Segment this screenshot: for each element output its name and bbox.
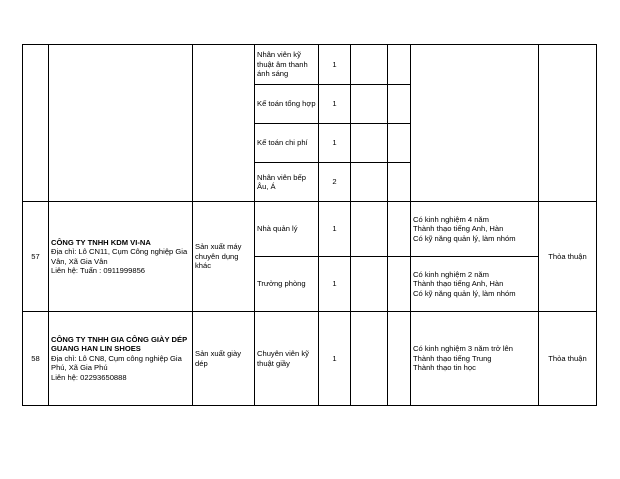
position-cell: Trưởng phòng: [255, 257, 319, 312]
salary-cell: Thỏa thuận: [539, 202, 597, 312]
company-name: CÔNG TY TNHH KDM VI-NA: [51, 237, 151, 247]
position-cell: Nhân viên kỹ thuật âm thanh ánh sáng: [255, 45, 319, 85]
company-contact: Liên hệ: Tuấn : 0911999856: [51, 265, 146, 275]
requirement-line: Có kinh nghiệm 2 năm: [413, 269, 489, 279]
requirements-cell: [411, 202, 539, 257]
requirement-line: Thành thạo tin học: [413, 363, 476, 373]
blank-cell: [351, 124, 388, 163]
requirement-line: Có kinh nghiệm 3 năm trở lên: [413, 344, 513, 354]
company-name: CÔNG TY TNHH GIA CÔNG GIÀY DÉP GUANG HAN LIN SHOES: [51, 334, 188, 354]
industry-cell: [193, 45, 255, 202]
company-address: Địa chỉ: Lô CN11, Cụm Công nghiệp Gia Vân, Xã Gia Vân: [51, 247, 188, 266]
requirement-line: Có kinh nghiệm 4 năm: [413, 214, 489, 224]
no-cell: 57: [23, 202, 49, 312]
company-cell: [49, 312, 193, 406]
blank-cell: [388, 312, 411, 406]
blank-cell: [351, 257, 388, 312]
quantity-cell: 1: [319, 202, 351, 257]
requirements-cell: [411, 257, 539, 312]
position-cell: Chuyên viên kỹ thuật giầy: [255, 312, 319, 406]
position-cell: Kế toán tổng hợp: [255, 85, 319, 124]
quantity-cell: 1: [319, 124, 351, 163]
blank-cell: [388, 202, 411, 257]
table-row: [23, 202, 597, 257]
position-cell: Nhân viên bếp Âu, Á: [255, 163, 319, 202]
industry-cell: Sản xuất máy chuyên dụng khác: [193, 202, 255, 312]
no-cell: [23, 45, 49, 202]
requirement-line: Thành thạo tiếng Trung: [413, 353, 492, 363]
quantity-cell: 1: [319, 45, 351, 85]
company-cell: [49, 202, 193, 312]
blank-cell: [388, 163, 411, 202]
blank-cell: [351, 45, 388, 85]
blank-cell: [351, 85, 388, 124]
quantity-cell: 2: [319, 163, 351, 202]
industry-cell: Sản xuất giày dép: [193, 312, 255, 406]
quantity-cell: 1: [319, 257, 351, 312]
quantity-cell: 1: [319, 312, 351, 406]
table-row: [23, 312, 597, 406]
requirement-line: Thành thạo tiếng Anh, Hàn: [413, 279, 504, 289]
blank-cell: [388, 257, 411, 312]
no-cell: 58: [23, 312, 49, 406]
requirements-cell: [411, 312, 539, 406]
salary-cell: Thỏa thuận: [539, 312, 597, 406]
blank-cell: [388, 124, 411, 163]
blank-cell: [351, 312, 388, 406]
salary-cell: [539, 45, 597, 202]
requirement-line: Có kỹ năng quản lý, làm nhóm: [413, 288, 516, 298]
blank-cell: [351, 163, 388, 202]
table-row: [23, 45, 597, 85]
blank-cell: [388, 85, 411, 124]
blank-cell: [351, 202, 388, 257]
blank-cell: [388, 45, 411, 85]
position-cell: Kế toán chi phí: [255, 124, 319, 163]
requirement-line: Có kỹ năng quản lý, làm nhóm: [413, 233, 516, 243]
recruitment-table: [22, 44, 597, 406]
position-cell: Nhà quản lý: [255, 202, 319, 257]
company-address: Địa chỉ: Lô CN8, Cụm công nghiệp Gia Phú, Xã Gia Phú: [51, 353, 182, 373]
quantity-cell: 1: [319, 85, 351, 124]
company-contact: Liên hệ: 02293650888: [51, 372, 127, 382]
requirements-cell: [411, 45, 539, 202]
company-cell: [49, 45, 193, 202]
requirement-line: Thành thạo tiếng Anh, Hàn: [413, 224, 504, 234]
